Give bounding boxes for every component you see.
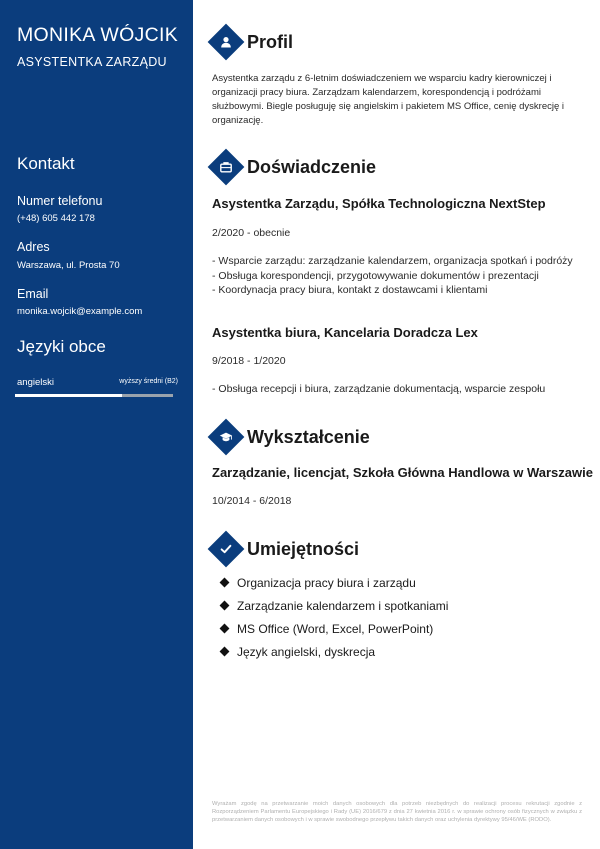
- address-value: Warszawa, ul. Prosta 70: [17, 260, 120, 271]
- skill-label: Organizacja pracy biura i zarządu: [237, 576, 416, 590]
- job-duty: - Obsługa korespondencji, przygotowywanie dokumentów i prezentacji: [212, 269, 539, 282]
- job-duty: - Obsługa recepcji i biura, zarządzanie dokumentacją, wsparcie zespołu: [212, 383, 546, 395]
- address-label: Adres: [17, 240, 50, 254]
- skill-item: [221, 645, 375, 659]
- skill-item: [221, 599, 448, 613]
- email-value: monika.wojcik@example.com: [17, 306, 143, 317]
- user-icon: [208, 24, 245, 61]
- sidebar: [0, 0, 193, 849]
- skills-title: Umiejętności: [247, 539, 360, 559]
- job-duties: [212, 254, 580, 298]
- graduation-cap-icon: [208, 419, 245, 456]
- diamond-bullet-icon: [220, 647, 230, 657]
- job-title: Asystentka biura, Kancelaria Doradcza Lex: [212, 325, 478, 340]
- skill-label: Język angielski, dyskrecja: [237, 645, 376, 659]
- language-row: [17, 377, 178, 389]
- job-date: 9/2018 - 1/2020: [212, 355, 286, 367]
- education-entry-title: Zarządzanie, licencjat, Szkoła Główna Handlowa w Warszawie: [212, 465, 593, 480]
- experience-title: Doświadczenie: [247, 157, 377, 177]
- skill-label: Zarządzanie kalendarzem i spotkaniami: [237, 599, 449, 613]
- language-proficiency-fill: [15, 394, 122, 397]
- job-duty: - Wsparcie zarządu: zarządzanie kalendarzem, organizacja spotkań i podróży: [212, 255, 573, 267]
- language-proficiency-bar: [15, 394, 173, 397]
- diamond-bullet-icon: [220, 601, 230, 611]
- profile-text: Asystentka zarządu z 6-letnim doświadczeniem we wsparciu kadry kierowniczej i organizacji pracy biura. Zarządzam kalendarzem, korespondencją i podróżami służbowymi. Biegle posługuję się angielskim i pakietem MS Office, cenię dyskrecję i organizację.: [212, 73, 565, 126]
- job-date: 2/2020 - obecnie: [212, 227, 291, 239]
- gdpr-consent-clause: Wyrażam zgodę na przetwarzanie moich danych osobowych dla potrzeb niezbędnych do realizacji procesu rekrutacji zgodnie z Rozporządzeniem Parlamentu Europejskiego i Rady (UE) 2016/679 z dnia 27 kwietnia 2016 r. w sprawie ochrony osób fizycznych w związku z przetwarzaniem danych osobowych i w sprawie swobodnego przepływu takich danych oraz uchylenia dyrektywy 95/46/WE (RODO).: [212, 801, 582, 823]
- job-title: Asystentka Zarządu, Spółka Technologiczna NextStep: [212, 196, 546, 211]
- education-title: Wykształcenie: [247, 427, 370, 447]
- phone-label: Numer telefonu: [17, 194, 103, 208]
- education-entry-date: 10/2014 - 6/2018: [212, 495, 292, 507]
- diamond-bullet-icon: [220, 624, 230, 634]
- diamond-bullet-icon: [220, 578, 230, 588]
- main-content: [193, 0, 600, 849]
- job-duties: [212, 382, 580, 397]
- skill-label: MS Office (Word, Excel, PowerPoint): [237, 622, 434, 636]
- contact-heading: Kontakt: [17, 154, 75, 173]
- candidate-role: ASYSTENTKA ZARZĄDU: [17, 55, 167, 69]
- skill-item: [221, 622, 433, 636]
- phone-value: (+48) 605 442 178: [17, 213, 95, 224]
- job-duty: - Koordynacja pracy biura, kontakt z dostawcami i klientami: [212, 284, 488, 296]
- language-name: angielski: [17, 377, 54, 388]
- language-level: wyższy średni (B2): [119, 378, 178, 385]
- checkmark-icon: [208, 531, 245, 568]
- briefcase-icon: [208, 149, 245, 186]
- candidate-name: MONIKA WÓJCIK: [17, 24, 178, 46]
- email-label: Email: [17, 287, 49, 301]
- skill-item: [221, 576, 416, 590]
- languages-heading: Języki obce: [17, 337, 106, 356]
- profile-title: Profil: [247, 32, 294, 52]
